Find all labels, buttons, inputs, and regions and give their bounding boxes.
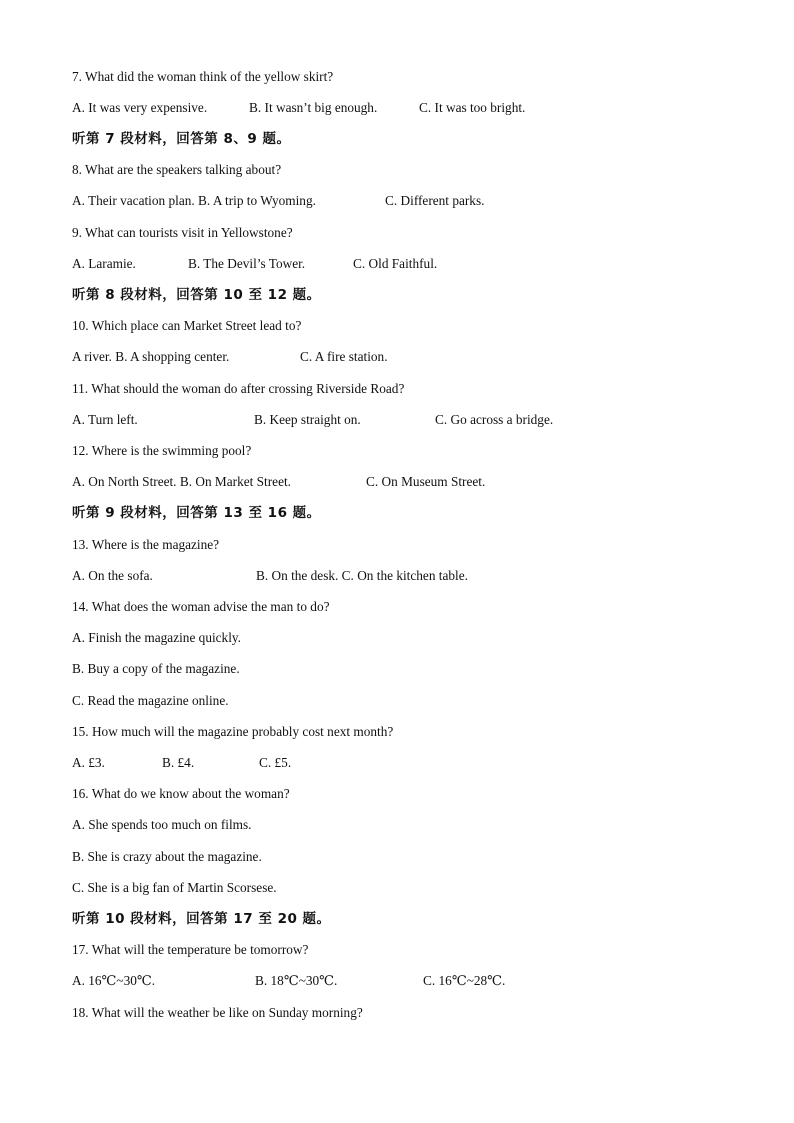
section-heading-9: 听第 9 段材料，回答第 13 至 16 题。 xyxy=(72,505,321,521)
q12-option-c: C. On Museum Street. xyxy=(366,474,486,489)
question-11: 11. What should the woman do after crossing Riverside Road? xyxy=(72,381,405,396)
q16-option-a: A. She spends too much on films. xyxy=(72,817,252,832)
question-13: 13. Where is the magazine? xyxy=(72,537,220,552)
question-15: 15. How much will the magazine probably cost next month? xyxy=(72,724,394,739)
q7-option-b: B. It wasn’t big enough. xyxy=(249,100,378,115)
q7-option-a: A. It was very expensive. xyxy=(72,100,208,115)
q11-option-a: A. Turn left. xyxy=(72,412,138,427)
section-heading-8: 听第 8 段材料，回答第 10 至 12 题。 xyxy=(72,287,321,303)
q9-option-c: C. Old Faithful. xyxy=(353,256,438,271)
question-16: 16. What do we know about the woman? xyxy=(72,786,290,801)
q13-options-bc: B. On the desk. C. On the kitchen table. xyxy=(256,568,468,583)
q8-option-c: C. Different parks. xyxy=(385,193,485,208)
q17-option-b: B. 18℃~30℃. xyxy=(255,973,338,988)
q10-options-ab: A river. B. A shopping center. xyxy=(72,349,230,364)
question-10: 10. Which place can Market Street lead to? xyxy=(72,318,302,333)
q11-option-c: C. Go across a bridge. xyxy=(435,412,554,427)
q17-option-c: C. 16℃~28℃. xyxy=(423,973,506,988)
q15-option-c: C. £5. xyxy=(259,755,292,770)
q15-option-b: B. £4. xyxy=(162,755,195,770)
section-heading-7: 听第 7 段材料，回答第 8、9 题。 xyxy=(72,131,291,147)
q14-option-b: B. Buy a copy of the magazine. xyxy=(72,661,240,676)
section-heading-10: 听第 10 段材料，回答第 17 至 20 题。 xyxy=(72,911,331,927)
q15-option-a: A. £3. xyxy=(72,755,105,770)
q14-option-c: C. Read the magazine online. xyxy=(72,693,229,708)
q12-options-ab: A. On North Street. B. On Market Street. xyxy=(72,474,291,489)
question-9: 9. What can tourists visit in Yellowstone? xyxy=(72,225,293,240)
q14-option-a: A. Finish the magazine quickly. xyxy=(72,630,242,645)
q9-option-a: A. Laramie. xyxy=(72,256,136,271)
q13-option-a: A. On the sofa. xyxy=(72,568,153,583)
question-7: 7. What did the woman think of the yellow skirt? xyxy=(72,69,334,84)
question-17: 17. What will the temperature be tomorrow? xyxy=(72,942,309,957)
q17-option-a: A. 16℃~30℃. xyxy=(72,973,156,988)
q10-option-c: C. A fire station. xyxy=(300,349,388,364)
q7-option-c: C. It was too bright. xyxy=(419,100,526,115)
q16-option-b: B. She is crazy about the magazine. xyxy=(72,849,262,864)
q8-options-ab: A. Their vacation plan. B. A trip to Wyoming. xyxy=(72,193,316,208)
question-12: 12. Where is the swimming pool? xyxy=(72,443,252,458)
question-8: 8. What are the speakers talking about? xyxy=(72,162,282,177)
question-14: 14. What does the woman advise the man to do? xyxy=(72,599,330,614)
q9-option-b: B. The Devil’s Tower. xyxy=(188,256,306,271)
question-18: 18. What will the weather be like on Sunday morning? xyxy=(72,1005,363,1020)
q11-option-b: B. Keep straight on. xyxy=(254,412,361,427)
q16-option-c: C. She is a big fan of Martin Scorsese. xyxy=(72,880,277,895)
